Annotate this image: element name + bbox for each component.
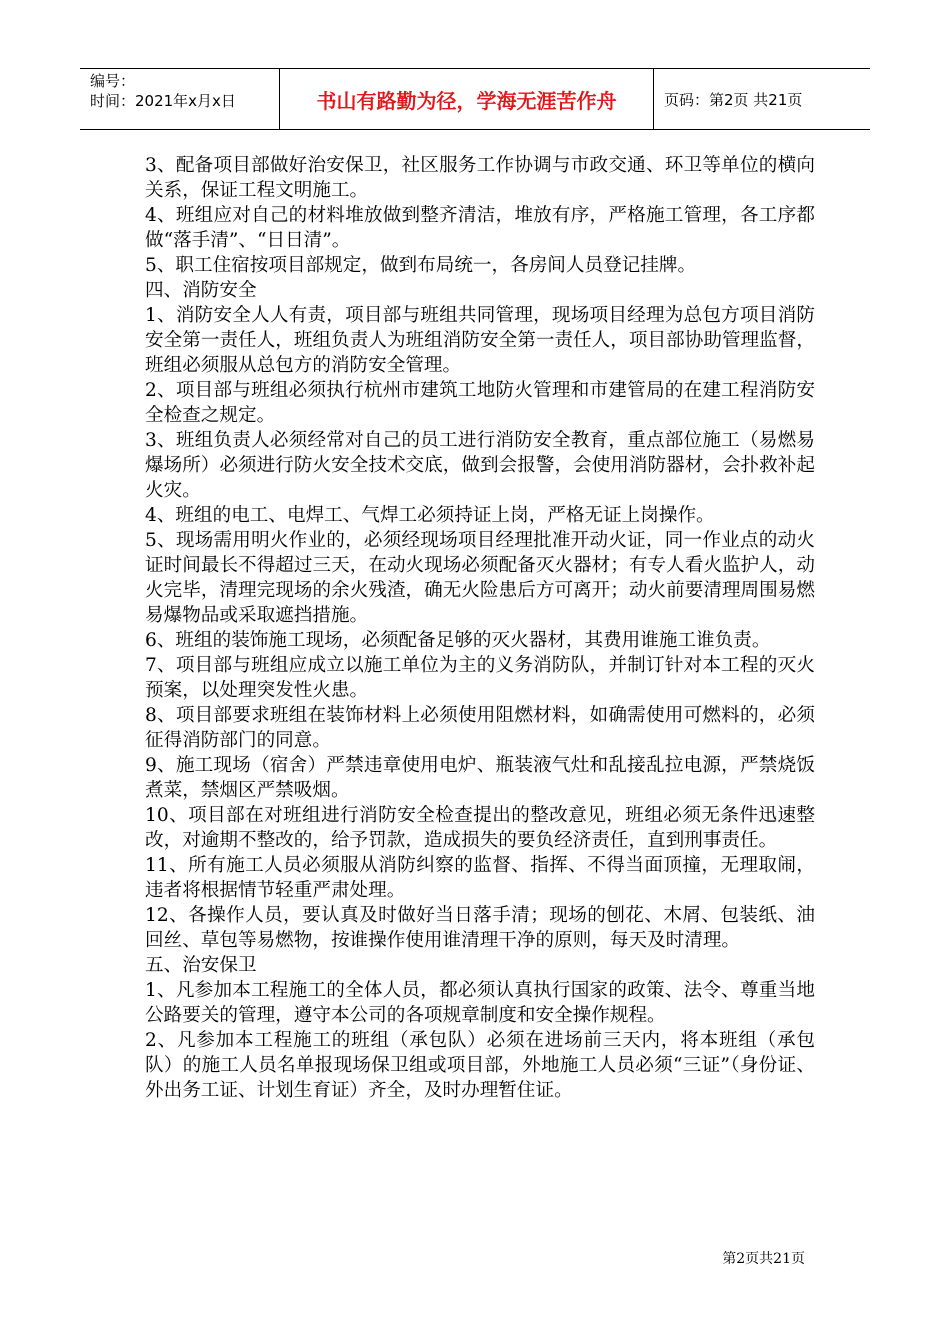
paragraph: 5、现场需用明火作业的，必须经现场项目经理批准开动火证，同一作业点的动火证时间最长不得超过三天，在动火现场必须配备灭火器材；有专人看火监护人，动火完毕，清理完现场的余火残渣，确无火险患后方可离开；动火前要清理周围易燃易爆物品或采取遮挡措施。 <box>145 530 815 626</box>
paragraph: 8、项目部要求班组在装饰材料上必须使用阻燃材料，如确需使用可燃料的，必须征得消防部门的同意。 <box>145 705 815 751</box>
header-meta <box>80 69 280 129</box>
paragraph: 12、各操作人员，要认真及时做好当日落手清；现场的刨花、木屑、包装纸、油回丝、草包等易燃物，按谁操作使用谁清理干净的原则，每天及时清理。 <box>145 905 815 951</box>
paragraph: 6、班组的装饰施工现场，必须配备足够的灭火器材，其费用谁施工谁负责。 <box>145 630 771 651</box>
page-info: 页码：第2页 共21页 <box>664 90 803 109</box>
paragraph: 1、凡参加本工程施工的全体人员，都必须认真执行国家的政策、法令、尊重当地公路要关的管理，遵守本公司的各项规章制度和安全操作规程。 <box>145 980 815 1026</box>
section-heading: 四、消防安全 <box>145 280 257 301</box>
page-footer: 第2页共21页 <box>722 1251 805 1267</box>
paragraph: 2、项目部与班组必须执行杭州市建筑工地防火管理和市建管局的在建工程消防安全检查之规定。 <box>145 380 815 426</box>
paragraph: 4、班组的电工、电焊工、气焊工必须持证上岗，严格无证上岗操作。 <box>145 505 715 526</box>
number-label: 编号： <box>90 72 136 90</box>
paragraph: 7、项目部与班组应成立以施工单位为主的义务消防队，并制订针对本工程的灭火预案，以处理突发性火患。 <box>145 655 815 701</box>
time-label: 时间：2021年x月x日 <box>90 92 236 110</box>
paragraph: 3、班组负责人必须经常对自己的员工进行消防安全教育，重点部位施工（易燃易爆场所）必须进行防火安全技术交底，做到会报警，会使用消防器材，会扑救补起火灾。 <box>145 430 815 501</box>
paragraph: 10、项目部在对班组进行消防安全检查提出的整改意见，班组必须无条件迅速整改，对逾期不整改的，给予罚款，造成损失的要负经济责任，直到刑事责任。 <box>145 805 815 851</box>
paragraph: 5、职工住宿按项目部规定，做到布局统一，各房间人员登记挂牌。 <box>145 255 697 276</box>
page-header <box>80 68 870 130</box>
paragraph: 1、消防安全人人有责，项目部与班组共同管理，现场项目经理为总包方项目消防安全第一责任人，班组负责人为班组消防安全第一责任人，项目部协助管理监督，班组必须服从总包方的消防安全管理。 <box>145 305 815 376</box>
paragraph: 2、凡参加本工程施工的班组（承包队）必须在进场前三天内，将本班组（承包队）的施工人员名单报现场保卫组或项目部，外地施工人员必须“三证”（身份证、外出务工证、计划生育证）齐全，及时办理暂住证。 <box>145 1030 815 1101</box>
document-body <box>145 153 815 1103</box>
section-heading: 五、治安保卫 <box>145 955 257 976</box>
paragraph: 9、施工现场（宿舍）严禁违章使用电炉、瓶装液气灶和乱接乱拉电源，严禁烧饭煮菜，禁烟区严禁吸烟。 <box>145 755 815 801</box>
paragraph: 3、配备项目部做好治安保卫，社区服务工作协调与市政交通、环卫等单位的横向关系，保证工程文明施工。 <box>145 155 815 201</box>
paragraph: 4、班组应对自己的材料堆放做到整齐清洁，堆放有序，严格施工管理，各工序都做“落手清”、“日日清”。 <box>145 205 815 251</box>
paragraph: 11、所有施工人员必须服从消防纠察的监督、指挥、不得当面顶撞，无理取闹，违者将根据情节轻重严肃处理。 <box>145 855 815 901</box>
motto: 书山有路勤为径，学海无涯苦作舟 <box>280 69 654 129</box>
